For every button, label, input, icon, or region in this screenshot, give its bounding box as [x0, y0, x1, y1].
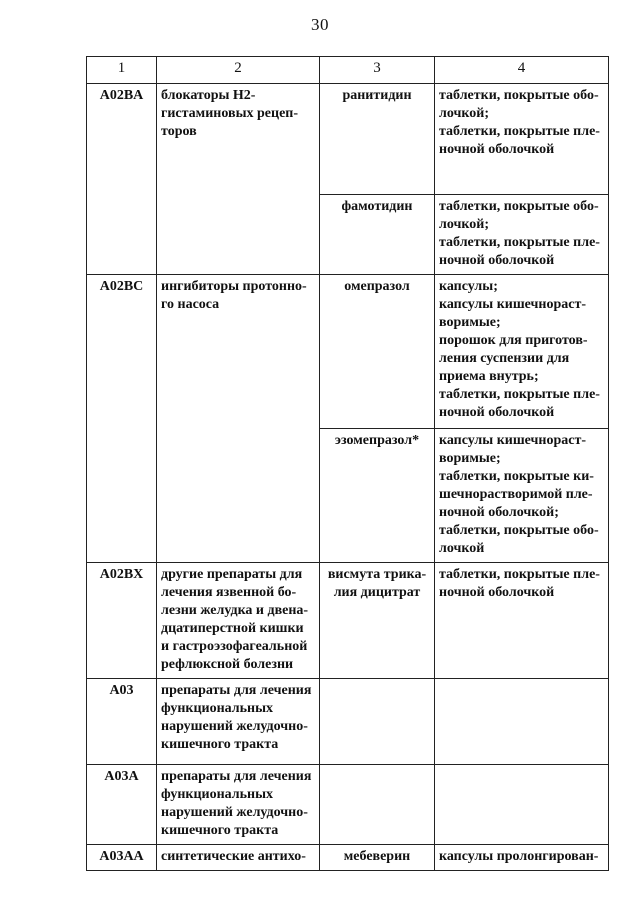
dosage-form-line: таблетки, покрытые обо- — [439, 523, 599, 538]
dosage-form-line: таблетки, покрытые ки- — [439, 469, 594, 484]
description-line: кишечного тракта — [161, 823, 279, 838]
ingredient-cell — [320, 679, 435, 765]
ingredient-cell — [320, 429, 435, 563]
dosage-form-line: приема внутрь; — [439, 369, 539, 384]
description-line: рефлюксной болезни — [161, 657, 294, 672]
dosage-form-cell — [435, 765, 609, 845]
dosage-form-line: ления суспензии для — [439, 351, 570, 366]
dosage-form-line: ночной оболочкой — [439, 585, 555, 600]
ingredient-line: лия дицитрат — [333, 585, 421, 600]
header-col-3: 3 — [320, 57, 435, 84]
header-col-2: 2 — [157, 57, 320, 84]
dosage-form-line: воримые; — [439, 315, 501, 330]
group-description-cell — [157, 845, 320, 871]
table-row — [87, 84, 609, 195]
description-line: нарушений желудочно- — [161, 805, 308, 820]
dosage-form-line: таблетки, покрытые пле- — [439, 124, 600, 139]
ingredient-line: висмута трика- — [327, 567, 427, 582]
dosage-form-line: капсулы пролонгирован- — [439, 849, 599, 864]
ingredient-line: ранитидин — [342, 88, 412, 103]
atc-code-cell: A02BC — [87, 275, 157, 563]
table-row — [87, 275, 609, 429]
table-row — [87, 765, 609, 845]
dosage-form-line: капсулы кишечнораст- — [439, 297, 587, 312]
description-line: кишечного тракта — [161, 737, 279, 752]
atc-code-cell: A02BA — [87, 84, 157, 275]
description-line: другие препараты для — [161, 567, 303, 582]
dosage-form-line: порошок для приготов- — [439, 333, 588, 348]
ingredient-cell — [320, 563, 435, 679]
description-line: и гастроэзофагеальной — [161, 639, 308, 654]
dosage-form-line: ночной оболочкой — [439, 142, 555, 157]
dosage-form-cell — [435, 429, 609, 563]
dosage-form-line: ночной оболочкой — [439, 253, 555, 268]
table-row — [87, 563, 609, 679]
atc-code-cell: A02BX — [87, 563, 157, 679]
group-description-cell — [157, 275, 320, 563]
description-line: дцатиперстной кишки — [161, 621, 304, 636]
dosage-form-line: лочкой; — [439, 106, 489, 121]
dosage-form-line: капсулы кишечнораст- — [439, 433, 587, 448]
dosage-form-line: лочкой; — [439, 217, 489, 232]
description-line: лечения язвенной бо- — [161, 585, 297, 600]
dosage-form-line: шечнорастворимой пле- — [439, 487, 593, 502]
atc-code-cell: A03 — [87, 679, 157, 765]
dosage-form-line: лочкой — [439, 541, 485, 556]
description-line: препараты для лечения — [161, 683, 312, 698]
ingredient-cell — [320, 195, 435, 275]
atc-code-cell: A03A — [87, 765, 157, 845]
description-line: препараты для лечения — [161, 769, 312, 784]
ingredient-line: омепразол — [344, 279, 410, 294]
header-col-4: 4 — [435, 57, 609, 84]
dosage-form-cell — [435, 84, 609, 195]
dosage-form-line: ночной оболочкой; — [439, 505, 559, 520]
ingredient-cell — [320, 275, 435, 429]
description-line: блокаторы Н2- — [161, 88, 256, 103]
ingredient-cell — [320, 765, 435, 845]
description-line: функциональных — [161, 701, 274, 716]
group-description-cell — [157, 84, 320, 275]
page-number: 30 — [311, 15, 329, 34]
group-description-cell — [157, 679, 320, 765]
table-body — [87, 84, 609, 871]
dosage-form-cell — [435, 845, 609, 871]
dosage-form-line: капсулы; — [439, 279, 498, 294]
ingredient-line: эзомепразол* — [334, 433, 420, 448]
atc-code-cell: A03AA — [87, 845, 157, 871]
description-line: гистаминовых рецеп- — [161, 106, 299, 121]
description-line: го насоса — [161, 297, 220, 312]
description-line: лезни желудка и двена- — [161, 603, 309, 618]
dosage-form-cell — [435, 679, 609, 765]
dosage-form-line: ночной оболочкой — [439, 405, 555, 420]
dosage-form-cell — [435, 275, 609, 429]
dosage-form-line: таблетки, покрытые пле- — [439, 235, 600, 250]
group-description-cell — [157, 765, 320, 845]
description-line: торов — [161, 124, 197, 139]
description-line: ингибиторы протонно- — [161, 279, 307, 294]
table-row — [87, 845, 609, 871]
ingredient-line: фамотидин — [341, 199, 413, 214]
dosage-form-line: таблетки, покрытые обо- — [439, 88, 599, 103]
description-line: функциональных — [161, 787, 274, 802]
table-header — [87, 57, 609, 84]
header-col-1: 1 — [87, 57, 157, 84]
table-row — [87, 679, 609, 765]
dosage-form-line: воримые; — [439, 451, 501, 466]
dosage-form-cell — [435, 563, 609, 679]
ingredient-cell — [320, 845, 435, 871]
dosage-form-line: таблетки, покрытые обо- — [439, 199, 599, 214]
dosage-form-line: таблетки, покрытые пле- — [439, 567, 600, 582]
header-row — [87, 57, 609, 84]
ingredient-cell — [320, 84, 435, 195]
medication-table — [86, 56, 609, 871]
dosage-form-line: таблетки, покрытые пле- — [439, 387, 600, 402]
group-description-cell — [157, 563, 320, 679]
description-line: синтетические антихо- — [161, 849, 306, 864]
dosage-form-cell — [435, 195, 609, 275]
description-line: нарушений желудочно- — [161, 719, 308, 734]
ingredient-line: мебеверин — [343, 849, 411, 864]
